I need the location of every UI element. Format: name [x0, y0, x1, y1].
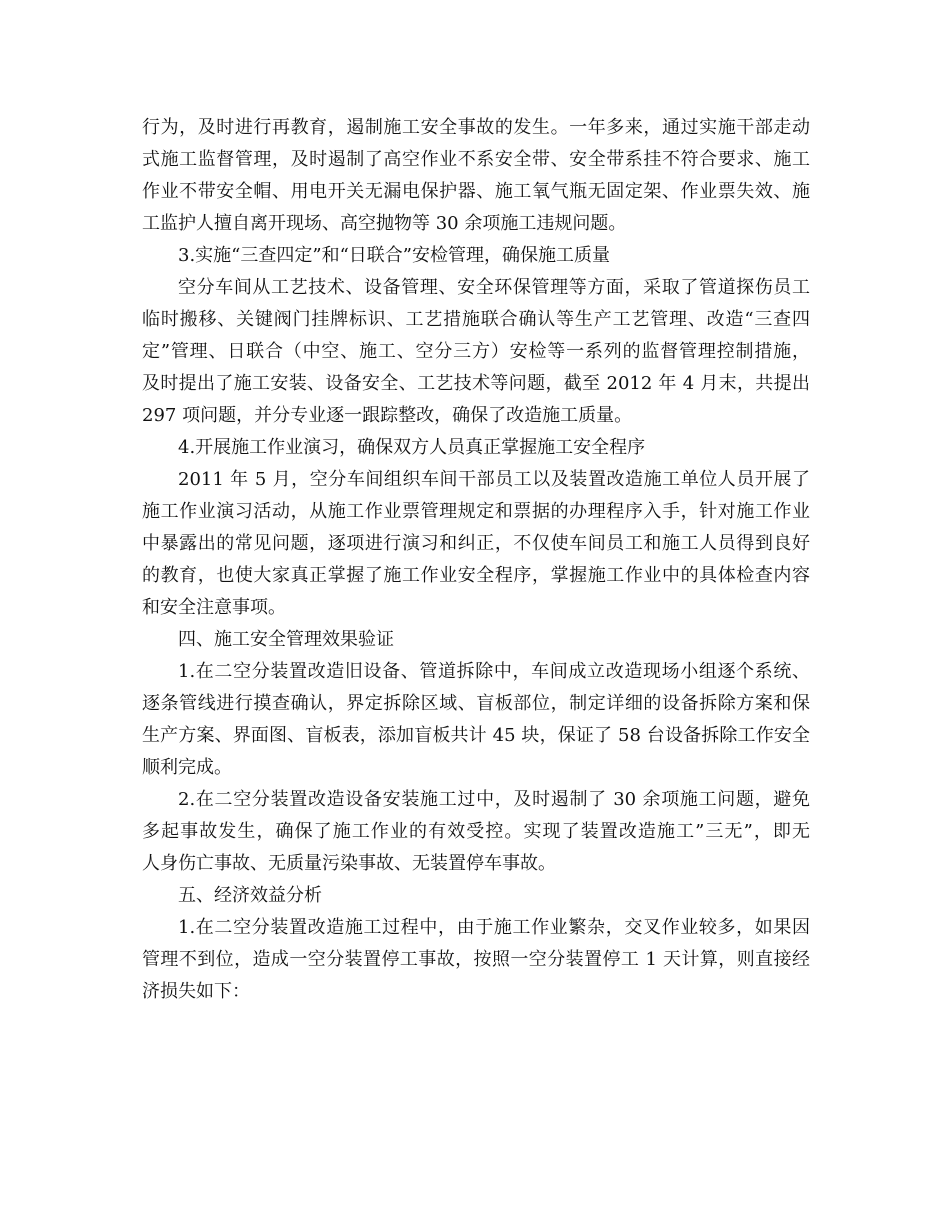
text-line-10: 297 项问题，并分专业逐一跟踪整改，确保了改造施工质量。 — [142, 405, 633, 426]
text-line-15: 的教育，也使大家真正掌握了施工作业安全程序，掌握施工作业中的具体检查内容 — [142, 565, 810, 586]
text-line-16: 和安全注意事项。 — [142, 597, 286, 618]
text-line-28: 济损失如下： — [142, 981, 250, 1002]
text-line-18: 1.在二空分装置改造旧设备、管道拆除中，车间成立改造现场小组逐个系统、 — [178, 661, 810, 682]
document-page — [142, 112, 810, 1008]
text-line-27: 管理不到位，造成一空分装置停工事故，按照一空分装置停工 1 天计算，则直接经 — [142, 949, 810, 970]
section-heading-4: 4.开展施工作业演习，确保双方人员真正掌握施工安全程序 — [178, 437, 646, 458]
text-line-24: 人身伤亡事故、无质量污染事故、无装置停车事故。 — [142, 853, 556, 874]
text-line-23: 多起事故发生，确保了施工作业的有效受控。实现了装置改造施工”三无”，即无 — [142, 821, 810, 842]
text-line-8: 定”管理、日联合（中空、施工、空分三方）安检等一系列的监督管理控制措施， — [142, 341, 810, 362]
text-line-2: 式施工监督管理，及时遏制了高空作业不系安全带、安全带系挂不符合要求、施工 — [142, 149, 810, 170]
text-line-6: 空分车间从工艺技术、设备管理、安全环保管理等方面，采取了管道探伤员工 — [178, 277, 810, 298]
text-line-14: 中暴露出的常见问题，逐项进行演习和纠正，不仅使车间员工和施工人员得到良好 — [142, 533, 810, 554]
text-line-3: 作业不带安全帽、用电开关无漏电保护器、施工氧气瓶无固定架、作业票失效、施 — [142, 181, 810, 202]
text-line-19: 逐条管线进行摸查确认，界定拆除区域、盲板部位，制定详细的设备拆除方案和保 — [142, 693, 810, 714]
text-line-9: 及时提出了施工安装、设备安全、工艺技术等问题，截至 2012 年 4 月末，共提出 — [142, 373, 810, 394]
text-line-22: 2.在二空分装置改造设备安装施工过中，及时遏制了 30 余项施工问题，避免 — [178, 789, 810, 810]
section-heading-3: 3.实施“三查四定”和“日联合”安检管理，确保施工质量 — [178, 245, 610, 266]
chapter-heading-4: 四、施工安全管理效果验证 — [178, 629, 394, 650]
text-line-21: 顺利完成。 — [142, 757, 232, 778]
text-line-20: 生产方案、界面图、盲板表，添加盲板共计 45 块，保证了 58 台设备拆除工作安全 — [142, 725, 810, 746]
text-line-13: 施工作业演习活动，从施工作业票管理规定和票据的办理程序入手，针对施工作业 — [142, 501, 810, 522]
text-line-4: 工监护人擅自离开现场、高空抛物等 30 余项施工违规问题。 — [142, 213, 627, 234]
text-line-7: 临时搬移、关键阀门挂牌标识、工艺措施联合确认等生产工艺管理、改造“三查四 — [142, 309, 810, 330]
text-line-1: 行为，及时进行再教育，遏制施工安全事故的发生。一年多来，通过实施干部走动 — [142, 117, 810, 138]
text-line-12: 2011 年 5 月，空分车间组织车间干部员工以及装置改造施工单位人员开展了 — [178, 469, 810, 490]
chapter-heading-5: 五、经济效益分析 — [178, 885, 322, 906]
text-line-26: 1.在二空分装置改造施工过程中，由于施工作业繁杂，交叉作业较多，如果因 — [178, 917, 810, 938]
